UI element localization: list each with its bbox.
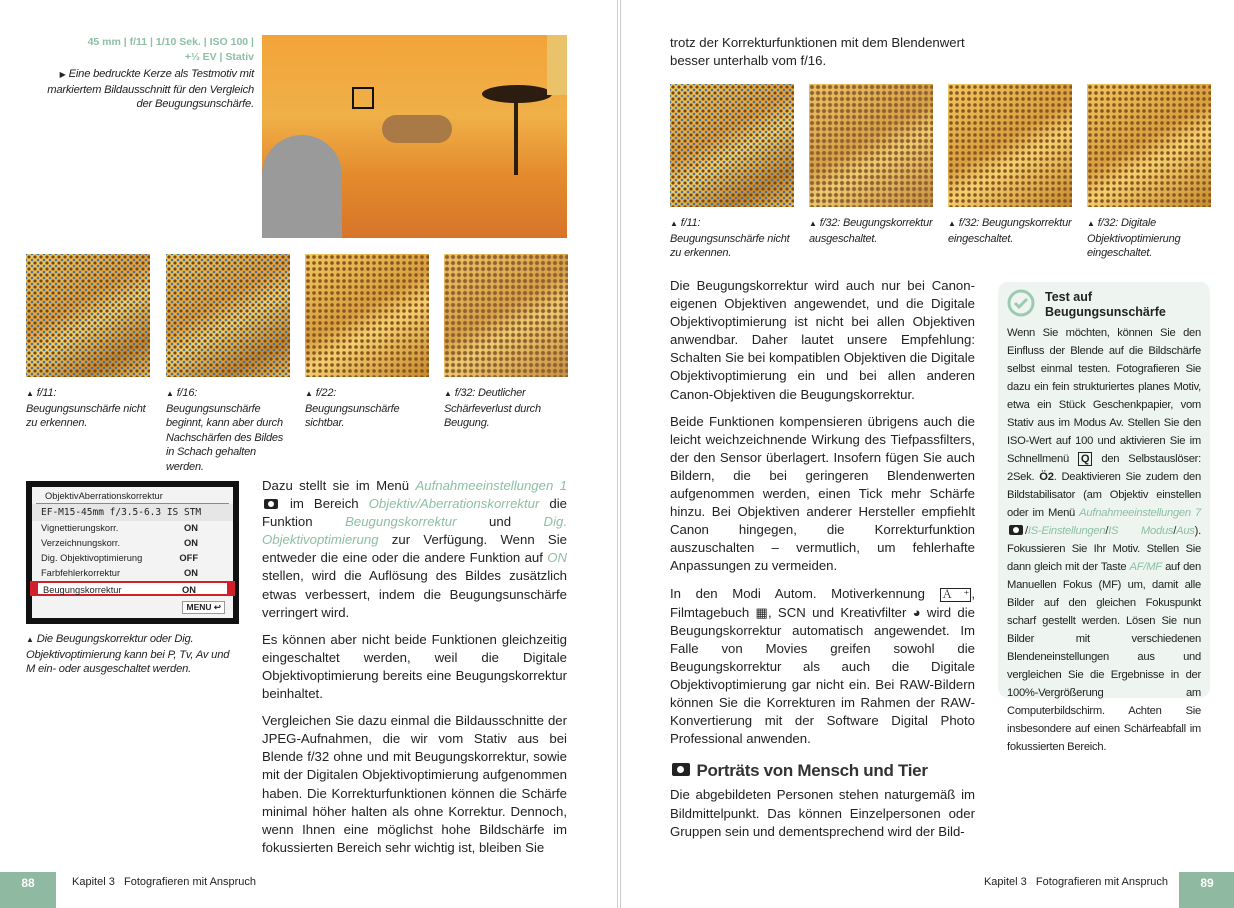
menu-row-label: Farbfehlerkorrektur bbox=[41, 568, 121, 578]
crop-f32 bbox=[444, 254, 568, 377]
tip-box bbox=[998, 282, 1210, 753]
tip-body bbox=[1007, 324, 1201, 756]
tip-title: Test auf Beugungsunschärfe bbox=[1045, 290, 1166, 319]
caption-text: Die Beugungskorrektur oder Dig. Objektivoptimierung kann bei P, Tv, Av und M ein- oder ausgeschaltet werden. bbox=[26, 633, 230, 676]
triangle-up-icon: ▲ bbox=[1087, 219, 1095, 228]
text: im Bereich bbox=[280, 496, 369, 512]
paragraph: Beide Funktionen kompensieren übrigens auch die leicht weichzeichnende Wirkung des Tiefpassfilters, der den Sensor überlagert. Insofern fügen Sie auch Bildern, die bei geringeren Blendenwerten aufgenommen werden, einen Tick mehr Schärfe hinzu. Bei Objektiven anderer Hersteller empfiehlt Canon hingegen, die Korrekturfunktion auszuschalten – vermutlich, um fehlerhafte Anpassungen zu vermeiden. bbox=[670, 413, 975, 574]
paragraph: Vergleichen Sie dazu einmal die Bildausschnitte der JPEG-Aufnahmen, die wir vom Stativ aus bei Blende f/32 ohne und mit Beugungskorrektur, sowie mit der Digitalen Objektivoptimierung aufgenommen haben. Die Korrekturfunktionen können die Schärfe minimal höher halten als ohne Korrektur. Dennoch, wenn Ihnen eine möglichst hohe Bildschärfe im fokussierten Bereich sehr wichtig ist, bleiben Sie bbox=[262, 713, 567, 855]
menu-reference: IS Modus bbox=[1108, 525, 1174, 537]
text: stellen, wird die Auflösung des Bildes zusätzlich etwas verbessert, indem die Beugungsunschärfe verringert wird. bbox=[262, 568, 567, 620]
camera-icon bbox=[1009, 525, 1023, 535]
menu-reference: Aus bbox=[1176, 525, 1195, 537]
caption-text: f/32: Beugungskorrektur eingeschaltet. bbox=[948, 217, 1072, 245]
camera-menu-screenshot bbox=[26, 481, 239, 624]
menu-row bbox=[32, 551, 233, 566]
text: Wenn Sie möchten, können Sie den Einfluss der Blende auf die Bildschärfe selbst einmal testen. Fotografieren Sie dazu ein fein strukturiertes planes Motiv, etwa ein Stück Geschenkpapier, vom Stativ aus im Modus Av. Stellen Sie den ISO-Wert auf 100 und aktivieren Sie im Schnellmenü bbox=[1007, 327, 1201, 465]
left-body-text bbox=[262, 477, 567, 866]
paragraph: Die abgebildeten Personen stehen naturgemäß im Bildmittelpunkt. Das können Einzelpersonen oder Gruppen sein und dementsprechend wird der Bild- bbox=[670, 787, 975, 839]
caption-text: f/32: Deutlicher Schärfeverlust durch Beugung. bbox=[444, 387, 541, 430]
menu-reference: IS-Einstellungen bbox=[1027, 525, 1106, 537]
menu-reference: Dig. Objektivoptimierung bbox=[262, 514, 567, 548]
elephant-shape bbox=[262, 135, 342, 238]
menu-row-label: Dig. Objektivoptimierung bbox=[41, 553, 143, 563]
creative-filter-icon: ◕ bbox=[912, 604, 921, 620]
menu-caption bbox=[26, 632, 241, 677]
crop-marker bbox=[352, 87, 374, 109]
photo-caption-text: Eine bedruckte Kerze als Testmotiv mit markiertem Bildausschnitt für den Vergleich der Beugungsunschärfe. bbox=[47, 68, 254, 111]
text: , SCN und Kreativfilter bbox=[767, 604, 913, 620]
menu-row-label: Beugungskorrektur bbox=[43, 585, 122, 595]
self-timer-icon: Ö2 bbox=[1039, 471, 1054, 483]
caption-text: f/16: Beugungsunschärfe beginnt, kann aber durch Nachschärfen des Bildes in Schach gehalten werden. bbox=[166, 387, 284, 473]
page-number: 88 bbox=[0, 872, 56, 908]
menu-row-value: ON bbox=[184, 568, 198, 578]
caption-text: f/22: Beugungsunschärfe sichtbar. bbox=[305, 387, 400, 430]
caption-text: f/11: Beugungsunschärfe nicht zu erkennen. bbox=[670, 217, 790, 260]
triangle-up-icon: ▲ bbox=[166, 389, 174, 398]
menu-reference: ON bbox=[547, 550, 567, 566]
page-number: 89 bbox=[1179, 872, 1234, 908]
crop-f16 bbox=[166, 254, 290, 377]
triangle-up-icon: ▲ bbox=[26, 635, 34, 644]
crop-caption bbox=[1087, 216, 1211, 261]
heading-text: Porträts von Mensch und Tier bbox=[696, 761, 928, 781]
text: Dazu stellt sie im Menü bbox=[262, 478, 416, 493]
triangle-up-icon: ▲ bbox=[444, 389, 452, 398]
movie-digest-icon: ▦ bbox=[755, 604, 768, 620]
giraffe-shape bbox=[547, 35, 567, 95]
text: ). Fokussieren Sie Ihr Motiv. Stellen Sie dann gleich mit der Taste bbox=[1007, 525, 1201, 573]
menu-row-label: Vignettierungskorr. bbox=[41, 523, 119, 533]
text: / bbox=[1105, 525, 1109, 537]
menu-reference: Aufnahmeeinstellungen 7 bbox=[1079, 507, 1201, 519]
caption-text: f/32: Beugungskorrektur ausgeschaltet. bbox=[809, 217, 933, 245]
triangle-up-icon: ▲ bbox=[809, 219, 817, 228]
crop-caption bbox=[670, 216, 794, 261]
section-heading bbox=[670, 762, 975, 780]
crop-f22 bbox=[305, 254, 429, 377]
triangle-up-icon: ▲ bbox=[305, 389, 313, 398]
text: und bbox=[456, 514, 544, 530]
text: den Selbstauslöser: 2Sek. bbox=[1007, 453, 1201, 483]
menu-row-value: ON bbox=[184, 523, 198, 533]
text: In den Modi Autom. Motiverkennung bbox=[670, 585, 940, 601]
crop-caption bbox=[305, 386, 429, 431]
text: / bbox=[1173, 525, 1177, 537]
triangle-up-icon: ▲ bbox=[670, 219, 678, 228]
crop-f32-on bbox=[948, 84, 1072, 207]
triangle-up-icon: ▲ bbox=[26, 389, 34, 398]
menu-reference: Objektiv/Aberrationskorrektur bbox=[368, 496, 540, 512]
photo-meta bbox=[40, 35, 254, 65]
photo-meta-line: +⅓ EV | Stativ bbox=[184, 51, 254, 63]
button-reference: AF/MF bbox=[1129, 561, 1162, 573]
menu-row-selected bbox=[30, 581, 235, 596]
paragraph: Die Beugungskorrektur wird auch nur bei Canon-eigenen Objektiven angewendet, und die Digitale Objektivoptimierung ist nicht bei allen Objektiven anwendbar. Daher lautet unsere Empfehlung: Schalten Sie bei kompatiblen Objektiven die Digitale Objektivoptimierung ein und bei allen anderen Canon-Objektiven die Beugungskorrektur. bbox=[670, 278, 975, 402]
crop-f11 bbox=[26, 254, 150, 377]
menu-row-label: Verzeichnungskorr. bbox=[41, 538, 121, 548]
running-footer: Kapitel 3 Fotografieren mit Anspruch bbox=[72, 876, 257, 888]
right-page bbox=[620, 0, 1234, 908]
crop-caption bbox=[444, 386, 574, 431]
menu-row-value: OFF bbox=[179, 553, 198, 563]
menu-reference: Aufnahmeeinstellungen 1 bbox=[415, 478, 567, 493]
menu-title: ObjektivAberrationskorrektur bbox=[36, 487, 229, 504]
crop-f32-off bbox=[809, 84, 933, 207]
menu-row-value: ON bbox=[184, 538, 198, 548]
scene-auto-icon: Ａ⁺ bbox=[941, 588, 970, 601]
crop-caption bbox=[809, 216, 933, 246]
crop-caption bbox=[26, 386, 150, 431]
paragraph: trotz der Korrekturfunktionen mit dem Blendenwert besser unterhalb vom f/16. bbox=[670, 35, 965, 69]
menu-back-button: MENU ↩ bbox=[182, 601, 225, 614]
crop-caption bbox=[948, 216, 1072, 246]
paragraph bbox=[670, 585, 975, 749]
camera-icon bbox=[672, 763, 690, 776]
checkmark-icon bbox=[1006, 288, 1036, 318]
paragraph: Es können aber nicht beide Funktionen gleichzeitig eingeschaltet werden, weil die Digitale Objektivoptimierung bereits eine Beugungskorrektur beinhaltet. bbox=[262, 631, 567, 702]
text: , Filmtagebuch bbox=[670, 585, 975, 620]
photo-caption bbox=[40, 67, 254, 112]
caption-text: f/32: Digitale Objektivoptimierung eingeschaltet. bbox=[1087, 217, 1181, 260]
text: wird die Beugungskorrektur automatisch angewendet. Im Falle von Movies greifen sowohl die Beugungskorrektur als auch die Digitale Objektivoptimierung gar nicht ein. Bei RAW-Bildern können Sie die Korrekturen im Rahmen der RAW-Konvertierung mit der Software Digital Photo Professional anwenden. bbox=[670, 604, 976, 747]
menu-row bbox=[32, 566, 233, 581]
menu-row bbox=[32, 536, 233, 551]
text: auf den Manuellen Fokus (MF) um, damit alle Bilder auf den gleichen Fokuspunkt scharf gestellt werden. Lösen Sie nun Bilder mit verschiedenen Blendeneinstellungen aus und vergleichen Sie die Ergebnisse in der 100%-Vergrößerung am Computerbildschirm. Achten Sie insbesondere auf einen Schärfeabfall im fokussierten Bereich. bbox=[1007, 561, 1201, 753]
crop-f11 bbox=[670, 84, 794, 207]
crop-f32-dlo bbox=[1087, 84, 1211, 207]
menu-row bbox=[32, 521, 233, 536]
paragraph bbox=[262, 477, 567, 622]
photo-meta-line: 45 mm | f/11 | 1/10 Sek. | ISO 100 | bbox=[87, 36, 254, 48]
menu-lens: EF-M15-45mm f/3.5-6.3 IS STM bbox=[32, 504, 233, 521]
candle-photo bbox=[262, 35, 567, 238]
antelope-body bbox=[382, 115, 452, 143]
text: / bbox=[1025, 525, 1028, 537]
menu-row-value: ON bbox=[182, 585, 196, 595]
text: zur Verfügung. Wenn Sie entweder die eine oder die andere Funktion auf bbox=[262, 532, 567, 566]
text: die Funktion bbox=[262, 496, 568, 530]
triangle-right-icon: ▶ bbox=[59, 70, 66, 79]
menu-reference: Beugungskorrektur bbox=[345, 514, 457, 530]
quick-menu-icon: Q bbox=[1078, 452, 1092, 466]
triangle-up-icon: ▲ bbox=[948, 219, 956, 228]
tree-trunk bbox=[514, 95, 518, 175]
caption-text: f/11: Beugungsunschärfe nicht zu erkennen. bbox=[26, 387, 146, 430]
right-body-text bbox=[670, 277, 975, 850]
camera-icon bbox=[264, 499, 278, 509]
text: . Deaktivieren Sie zudem den Bildstabilisator (am Objektiv einstellen oder im Menü bbox=[1007, 471, 1202, 519]
crop-caption bbox=[166, 386, 290, 475]
running-footer: Kapitel 3 Fotografieren mit Anspruch bbox=[983, 876, 1168, 888]
